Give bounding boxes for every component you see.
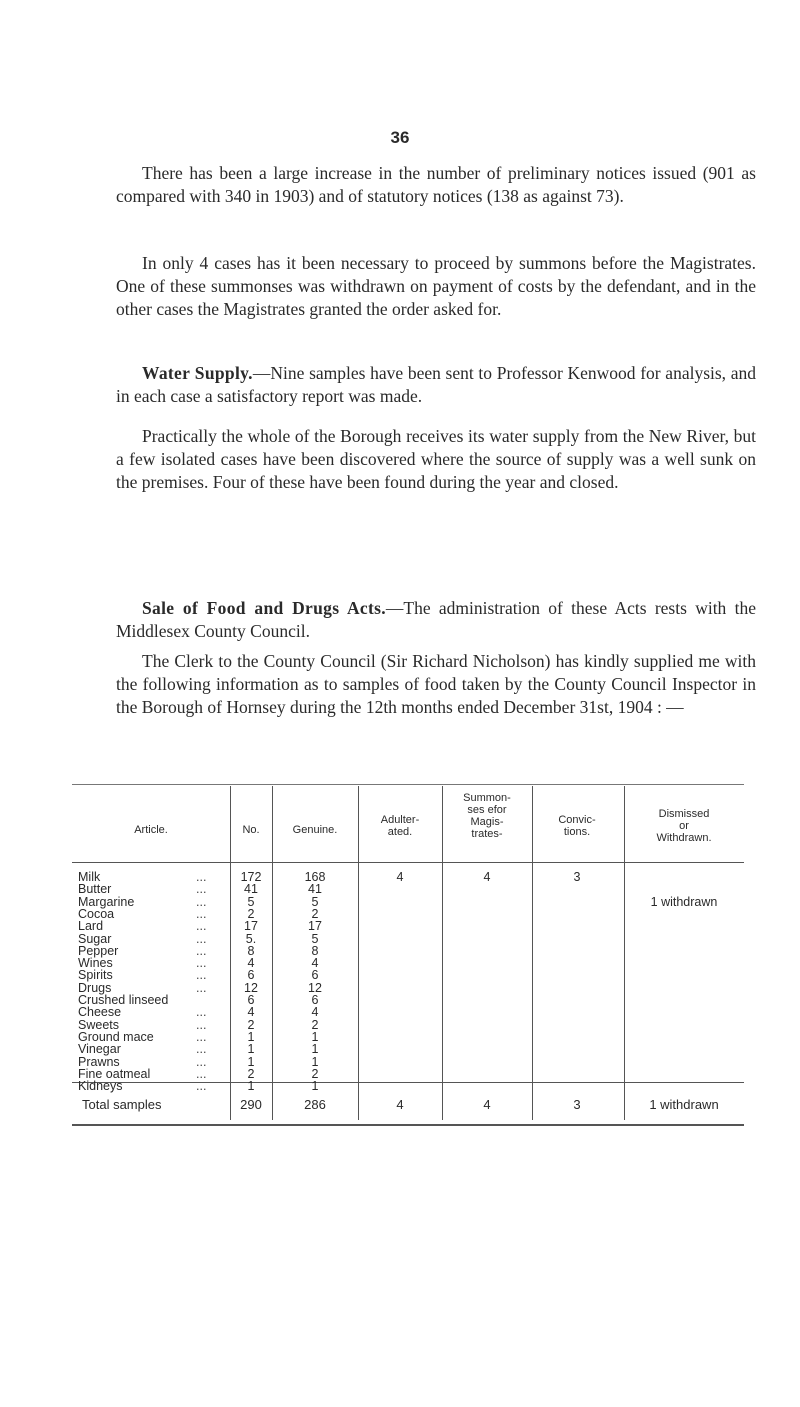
paragraph-new-river xyxy=(116,425,756,494)
page-number: 36 xyxy=(390,128,410,147)
row-genuine: 17 xyxy=(308,919,322,934)
header-no: No. xyxy=(242,824,260,836)
row-no: 2 xyxy=(247,1066,255,1081)
row-convictions: 3 xyxy=(573,870,581,884)
header-adulterated-line2: ated. xyxy=(387,826,413,838)
row-article-name: Sweets xyxy=(78,1017,119,1032)
water-supply-text: —Nine samples have been sent to Professor Kenwood for analysis, and in each case a satisfactory report was made. xyxy=(116,363,757,406)
row-leader-dots: ... xyxy=(196,1005,207,1020)
row-no: 17 xyxy=(244,919,258,934)
row-article-name: Prawns xyxy=(78,1054,120,1069)
total-no: 290 xyxy=(240,1097,262,1112)
bottom-rule xyxy=(72,1124,744,1126)
row-genuine: 1 xyxy=(311,1029,319,1044)
header-rule xyxy=(72,862,744,863)
total-label: Total samples xyxy=(82,1097,162,1112)
row-no: 8 xyxy=(247,943,255,958)
row-leader-dots: ... xyxy=(196,980,207,995)
row-article-name: Kidneys xyxy=(78,1079,123,1094)
row-leader-dots: ... xyxy=(196,882,207,897)
paragraph-water-supply xyxy=(116,362,756,408)
row-leader-dots: ... xyxy=(196,968,207,983)
row-article-name: Cheese xyxy=(78,1005,122,1020)
row-no: 1 xyxy=(247,1054,255,1069)
row-adulterated: 4 xyxy=(396,870,404,884)
row-dismissed: 1 withdrawn xyxy=(650,894,718,909)
paragraph-new-river-text: Practically the whole of the Borough receives its water supply from the New River, but a few isolated cases have been discovered where the source of supply was a well sunk on the premises. Four of these have been found during the year and closed. xyxy=(116,426,756,492)
row-article-name: Pepper xyxy=(78,943,119,958)
row-article-name: Milk xyxy=(78,870,101,884)
row-leader-dots: ... xyxy=(196,931,207,946)
row-no: 5. xyxy=(245,931,257,946)
row-genuine: 2 xyxy=(311,1066,319,1081)
row-genuine: 1 xyxy=(311,1079,319,1094)
header-summonses-line2: ses efor xyxy=(467,804,507,816)
total-adulterated: 4 xyxy=(396,1097,404,1112)
paragraph-summons xyxy=(116,252,756,321)
row-no: 6 xyxy=(247,993,255,1007)
row-genuine: 12 xyxy=(308,980,322,995)
row-article-name: Margarine xyxy=(78,894,135,909)
header-summonses-line4: trates- xyxy=(471,828,503,840)
header-summonses xyxy=(442,792,532,840)
header-convictions xyxy=(532,814,622,838)
paragraph-clerk xyxy=(116,650,756,719)
row-article-name: Cocoa xyxy=(78,906,115,921)
row-genuine: 8 xyxy=(311,943,319,958)
row-genuine: 5 xyxy=(311,894,319,909)
row-genuine: 6 xyxy=(311,993,319,1007)
row-no: 2 xyxy=(247,906,255,921)
table-top-rule xyxy=(72,784,744,785)
row-article-name: Ground mace xyxy=(78,1029,154,1044)
row-no: 41 xyxy=(244,882,258,897)
row-genuine: 4 xyxy=(311,1005,319,1020)
row-article xyxy=(78,1079,228,1093)
samples-table xyxy=(72,790,744,1120)
row-leader-dots: ... xyxy=(196,1054,207,1069)
row-leader-dots: ... xyxy=(196,956,207,971)
food-drugs-text: —The administration of these Acts rests with the Middlesex County Council. xyxy=(116,598,756,641)
row-no: 6 xyxy=(247,968,255,983)
header-summonses-line3: Magis- xyxy=(470,816,504,828)
row-article-name: Butter xyxy=(78,882,112,897)
row-leader-dots: ... xyxy=(196,919,207,934)
row-leader-dots: ... xyxy=(196,1079,207,1094)
row-article-name: Sugar xyxy=(78,931,112,946)
paragraph-notices-text: There has been a large increase in the number of preliminary notices issued (901 as compared with 340 in 1903) and of statutory notices (138 as against 73). xyxy=(116,163,756,206)
row-no: 2 xyxy=(247,1017,255,1032)
total-genuine: 286 xyxy=(304,1097,326,1112)
row-leader-dots: ... xyxy=(196,906,207,921)
paragraph-notices xyxy=(116,162,756,208)
row-leader-dots: ... xyxy=(196,894,207,909)
row-genuine: 5 xyxy=(311,931,319,946)
row-no: 172 xyxy=(240,870,262,884)
row-leader-dots: ... xyxy=(196,1066,207,1081)
row-article-name: Wines xyxy=(78,956,113,971)
header-adulterated-line1: Adulter- xyxy=(380,814,420,826)
header-dismissed-line1: Dismissed xyxy=(658,808,710,820)
paragraph-food-drugs xyxy=(116,597,756,643)
row-genuine: 4 xyxy=(311,956,319,971)
water-supply-heading: Water Supply. xyxy=(142,363,253,383)
row-genuine: 1 xyxy=(311,1042,319,1057)
paragraph-clerk-text: The Clerk to the County Council (Sir Richard Nicholson) has kindly supplied me with the following information as to samples of food taken by the County Council Inspector in the Borough of Hornsey during the 12th months ended December 31st, 1904 : — xyxy=(116,651,756,717)
row-leader-dots: ... xyxy=(196,1029,207,1044)
row-no: 4 xyxy=(247,956,255,971)
header-article: Article. xyxy=(134,824,168,836)
food-drugs-heading: Sale of Food and Drugs Acts. xyxy=(142,598,386,618)
row-genuine: 6 xyxy=(311,968,319,983)
total-row xyxy=(72,1098,744,1112)
table-row xyxy=(72,1079,744,1093)
row-summonses: 4 xyxy=(483,870,491,884)
total-convictions: 3 xyxy=(573,1097,581,1112)
header-convictions-line1: Convic- xyxy=(558,814,596,826)
row-leader-dots: ... xyxy=(196,943,207,958)
row-no: 1 xyxy=(247,1079,255,1094)
row-article-name: Spirits xyxy=(78,968,113,983)
row-genuine: 1 xyxy=(311,1054,319,1069)
header-dismissed xyxy=(624,808,744,844)
row-genuine: 2 xyxy=(311,1017,319,1032)
row-article-name: Crushed linseed xyxy=(78,993,169,1007)
row-article-name: Lard xyxy=(78,919,104,934)
row-leader-dots: ... xyxy=(196,1017,207,1032)
paragraph-summons-text: In only 4 cases has it been necessary to proceed by summons before the Magistrates. One of these summonses was withdrawn on payment of costs by the defendant, and in the other cases the Magistrates granted the order asked for. xyxy=(116,253,756,319)
header-genuine: Genuine. xyxy=(292,824,338,836)
header-dismissed-line2: or xyxy=(679,820,689,832)
row-article-name: Vinegar xyxy=(78,1042,121,1057)
row-genuine: 2 xyxy=(311,906,319,921)
row-genuine: 168 xyxy=(304,870,326,884)
total-dismissed: 1 withdrawn xyxy=(649,1097,719,1112)
row-no: 1 xyxy=(247,1029,255,1044)
header-adulterated xyxy=(358,814,442,838)
total-summonses: 4 xyxy=(483,1097,491,1112)
header-convictions-line2: tions. xyxy=(563,826,591,838)
row-no: 5 xyxy=(247,894,255,909)
row-article-name: Drugs xyxy=(78,980,112,995)
row-leader-dots: ... xyxy=(196,870,207,884)
row-no: 12 xyxy=(244,980,258,995)
row-leader-dots: ... xyxy=(196,1042,207,1057)
header-dismissed-line3: Withdrawn. xyxy=(656,832,712,844)
row-no: 1 xyxy=(247,1042,255,1057)
row-no: 4 xyxy=(247,1005,255,1020)
row-article-name: Fine oatmeal xyxy=(78,1066,151,1081)
header-summonses-line1: Summon- xyxy=(463,792,511,804)
row-genuine: 41 xyxy=(308,882,322,897)
